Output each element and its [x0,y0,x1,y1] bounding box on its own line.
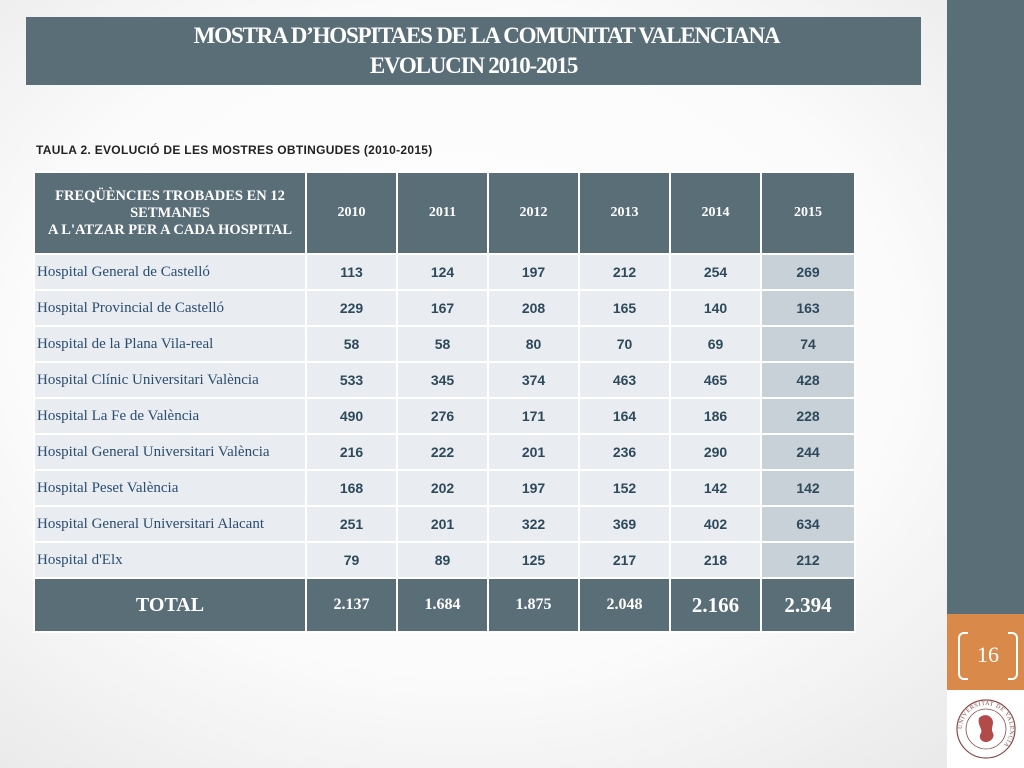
table-cell: 254 [670,254,761,290]
hospital-name: Hospital General Universitari Alacant [34,506,306,542]
table-cell: 142 [761,470,855,506]
header-year: 2011 [397,172,488,254]
table-cell: 124 [397,254,488,290]
table-cell: 269 [761,254,855,290]
table-cell: 202 [397,470,488,506]
hospital-name: Hospital Peset València [34,470,306,506]
table-cell: 163 [761,290,855,326]
total-label: TOTAL [34,578,306,632]
table-cell: 70 [579,326,670,362]
table-cell: 197 [488,254,579,290]
table-cell: 58 [306,326,397,362]
table-cell: 345 [397,362,488,398]
logo-text: UNIVERSITAT DE VALÈNCIA [957,700,1014,749]
total-cell: 2.166 [670,578,761,632]
table-cell: 152 [579,470,670,506]
right-bracket-icon [1008,632,1018,680]
table-cell: 490 [306,398,397,434]
table-cell: 201 [397,506,488,542]
left-bracket-icon [958,632,968,680]
hospital-name: Hospital General de Castelló [34,254,306,290]
table-row [34,326,855,362]
table-cell: 79 [306,542,397,578]
table-cell: 58 [397,326,488,362]
university-seal-icon [955,698,1017,760]
table-cell: 74 [761,326,855,362]
table-cell: 165 [579,290,670,326]
table-cell: 212 [579,254,670,290]
table-row [34,434,855,470]
table-cell: 197 [488,470,579,506]
table-cell: 113 [306,254,397,290]
table-caption: TAULA 2. EVOLUCIÓ DE LES MOSTRES OBTINGUDES (2010-2015) [36,143,433,157]
total-row [34,578,855,632]
table-cell: 201 [488,434,579,470]
hospital-name: Hospital d'Elx [34,542,306,578]
table-cell: 251 [306,506,397,542]
table-cell: 140 [670,290,761,326]
table-row [34,254,855,290]
table-cell: 374 [488,362,579,398]
table-row [34,290,855,326]
total-cell: 2.137 [306,578,397,632]
hospital-name: Hospital Provincial de Castelló [34,290,306,326]
header-year: 2012 [488,172,579,254]
header-label: FREQÜÈNCIES TROBADES EN 12 SETMANES A L'ATZAR PER A CADA HOSPITAL [34,172,306,254]
table-cell: 216 [306,434,397,470]
table-row [34,506,855,542]
table-cell: 428 [761,362,855,398]
page-number [958,632,1018,678]
table-cell: 89 [397,542,488,578]
table-cell: 164 [579,398,670,434]
university-logo [947,690,1024,768]
table-cell: 463 [579,362,670,398]
table-cell: 217 [579,542,670,578]
table-cell: 167 [397,290,488,326]
samples-table [33,171,856,633]
table-row [34,470,855,506]
title-banner [26,17,921,85]
table-cell: 80 [488,326,579,362]
table-row [34,398,855,434]
header-year: 2015 [761,172,855,254]
table-row [34,542,855,578]
header-year: 2010 [306,172,397,254]
table-cell: 142 [670,470,761,506]
hospital-name: Hospital General Universitari València [34,434,306,470]
table-cell: 290 [670,434,761,470]
table-cell: 168 [306,470,397,506]
table-header-row [34,172,855,254]
table-row [34,362,855,398]
table-cell: 208 [488,290,579,326]
table-cell: 229 [306,290,397,326]
table-cell: 212 [761,542,855,578]
header-year: 2014 [670,172,761,254]
total-cell: 1.875 [488,578,579,632]
total-cell: 2.394 [761,578,855,632]
table-cell: 276 [397,398,488,434]
table-cell: 125 [488,542,579,578]
table-cell: 369 [579,506,670,542]
table-cell: 533 [306,362,397,398]
table-cell: 228 [761,398,855,434]
table-cell: 186 [670,398,761,434]
table-cell: 222 [397,434,488,470]
table-cell: 244 [761,434,855,470]
total-cell: 2.048 [579,578,670,632]
table-cell: 465 [670,362,761,398]
page-number-text: 16 [977,642,999,667]
hospital-name: Hospital de la Plana Vila-real [34,326,306,362]
page-subtitle: EVOLUCIN 2010-2015 [369,53,578,78]
header-year: 2013 [579,172,670,254]
table-cell: 69 [670,326,761,362]
total-cell: 1.684 [397,578,488,632]
hospital-name: Hospital Clínic Universitari València [34,362,306,398]
table-cell: 402 [670,506,761,542]
table-cell: 171 [488,398,579,434]
table-cell: 634 [761,506,855,542]
table-cell: 322 [488,506,579,542]
hospital-name: Hospital La Fe de València [34,398,306,434]
table-cell: 236 [579,434,670,470]
page-title: MOSTRA D’HOSPITAES DE LA COMUNITAT VALENCIANA [193,23,780,48]
table-cell: 218 [670,542,761,578]
